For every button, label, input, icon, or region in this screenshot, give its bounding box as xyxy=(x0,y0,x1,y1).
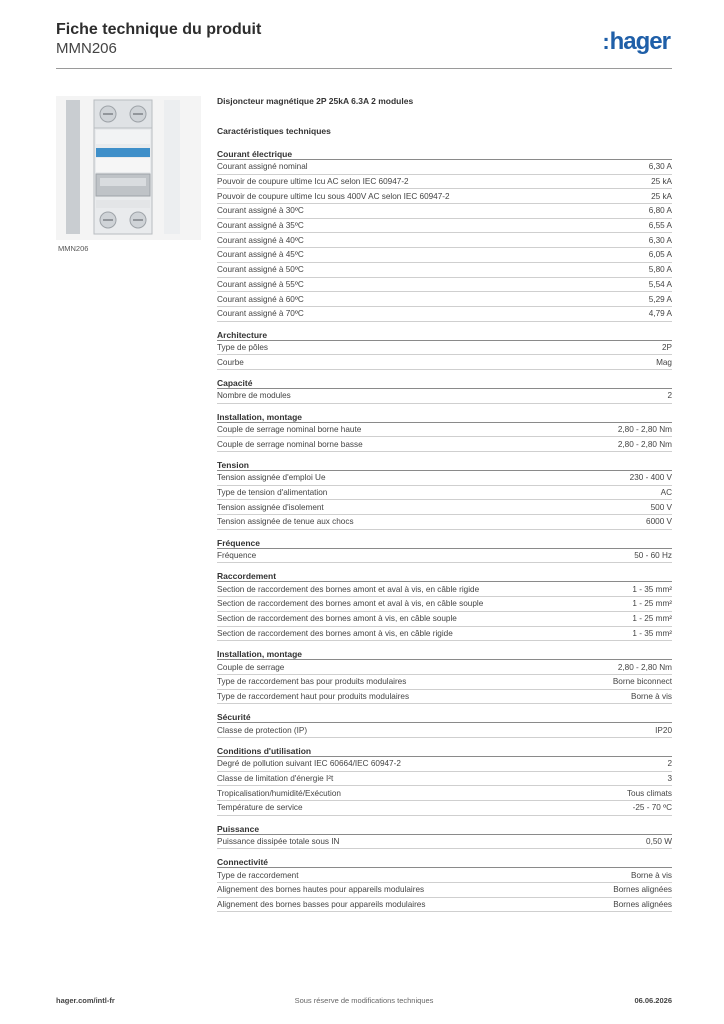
spec-section xyxy=(217,330,672,370)
spec-label: Type de pôles xyxy=(217,342,268,352)
spec-label: Courant assigné à 40ºC xyxy=(217,235,304,245)
spec-section xyxy=(217,712,672,738)
spec-label: Fréquence xyxy=(217,551,257,561)
spec-value: 230 - 400 V xyxy=(629,473,672,483)
spec-label: Section de raccordement des bornes amont et aval à vis, en câble rigide xyxy=(217,584,480,594)
spec-row xyxy=(217,263,672,278)
spec-row xyxy=(217,597,672,612)
spec-row xyxy=(217,801,672,816)
spec-value: 2,80 - 2,80 Nm xyxy=(617,439,672,449)
spec-row xyxy=(217,868,672,883)
technical-specifications xyxy=(217,94,672,912)
spec-label: Type de raccordement bas pour produits modulaires xyxy=(217,677,407,687)
spec-section xyxy=(217,857,672,912)
spec-value: Bornes alignées xyxy=(613,885,672,895)
spec-value: 6,30 A xyxy=(648,235,672,245)
spec-value: 6000 V xyxy=(646,517,672,527)
spec-label: Section de raccordement des bornes amont et aval à vis, en câble souple xyxy=(217,599,484,609)
spec-value: 50 - 60 Hz xyxy=(634,551,672,561)
spec-label: Section de raccordement des bornes amont à vis, en câble souple xyxy=(217,614,457,624)
spec-section xyxy=(217,649,672,704)
spec-row xyxy=(217,355,672,370)
product-image xyxy=(56,96,201,240)
spec-row xyxy=(217,723,672,738)
spec-label: Tension assignée d'emploi Ue xyxy=(217,473,326,483)
spec-row xyxy=(217,786,672,801)
spec-label: Courant assigné à 45ºC xyxy=(217,250,304,260)
spec-row xyxy=(217,292,672,307)
hager-logo xyxy=(602,28,670,56)
spec-label: Degré de pollution suivant IEC 60664/IEC 60947-2 xyxy=(217,759,401,769)
spec-value: AC xyxy=(660,488,672,498)
spec-value: IP20 xyxy=(655,725,672,735)
logo-text: hager xyxy=(609,28,670,55)
spec-label: Alignement des bornes basses pour appareils modulaires xyxy=(217,900,426,910)
section-title: Courant électrique xyxy=(217,149,672,160)
spec-value: 0,50 W xyxy=(646,837,672,847)
spec-value: 6,05 A xyxy=(648,250,672,260)
spec-value: Tous climats xyxy=(626,788,672,798)
spec-row xyxy=(217,675,672,690)
section-title: Architecture xyxy=(217,330,672,341)
spec-value: 25 kA xyxy=(651,191,672,201)
spec-section xyxy=(217,746,672,816)
header-divider xyxy=(56,68,672,69)
spec-row xyxy=(217,612,672,627)
spec-value: 1 - 35 mm² xyxy=(632,584,672,594)
spec-row xyxy=(217,757,672,772)
spec-section xyxy=(217,412,672,452)
spec-value: 2 xyxy=(667,391,672,401)
spec-row xyxy=(217,341,672,356)
spec-label: Type de raccordement haut pour produits modulaires xyxy=(217,691,410,701)
spec-label: Couple de serrage nominal borne basse xyxy=(217,439,363,449)
spec-value: 3 xyxy=(667,773,672,783)
section-title: Puissance xyxy=(217,824,672,835)
section-title: Raccordement xyxy=(217,571,672,582)
spec-value: 2,80 - 2,80 Nm xyxy=(617,662,672,672)
spec-row xyxy=(217,690,672,705)
spec-label: Température de service xyxy=(217,803,303,813)
spec-label: Type de tension d'alimentation xyxy=(217,488,328,498)
spec-value: Borne à vis xyxy=(631,870,672,880)
spec-row xyxy=(217,835,672,850)
section-title: Installation, montage xyxy=(217,649,672,660)
spec-section xyxy=(217,149,672,322)
circuit-breaker-illustration xyxy=(56,96,201,240)
spec-label: Tension assignée d'isolement xyxy=(217,502,324,512)
spec-row xyxy=(217,233,672,248)
spec-value: 1 - 25 mm² xyxy=(632,599,672,609)
spec-row xyxy=(217,160,672,175)
spec-label: Nombre de modules xyxy=(217,391,291,401)
spec-value: 2 xyxy=(667,759,672,769)
product-reference: MMN206 xyxy=(56,40,117,57)
spec-row xyxy=(217,471,672,486)
footer-website: hager.com/intl-fr xyxy=(56,996,115,1005)
spec-section xyxy=(217,571,672,641)
spec-label: Classe de protection (IP) xyxy=(217,725,308,735)
section-title: Capacité xyxy=(217,378,672,389)
spec-row xyxy=(217,175,672,190)
page-footer xyxy=(56,996,672,1008)
spec-row xyxy=(217,248,672,263)
section-title: Connectivité xyxy=(217,857,672,868)
spec-label: Courant assigné à 60ºC xyxy=(217,294,304,304)
footer-notice: Sous réserve de modifications techniques xyxy=(294,996,434,1005)
spec-value: 5,29 A xyxy=(648,294,672,304)
spec-label: Tension assignée de tenue aux chocs xyxy=(217,517,354,527)
spec-label: Courant assigné à 70ºC xyxy=(217,309,304,319)
spec-value: 500 V xyxy=(650,502,672,512)
spec-label: Couple de serrage nominal borne haute xyxy=(217,424,362,434)
spec-row xyxy=(217,515,672,530)
spec-row xyxy=(217,660,672,675)
spec-row xyxy=(217,486,672,501)
spec-row xyxy=(217,307,672,322)
spec-value: 6,55 A xyxy=(648,221,672,231)
spec-value: 6,30 A xyxy=(648,162,672,172)
spec-row xyxy=(217,500,672,515)
section-title: Fréquence xyxy=(217,538,672,549)
spec-section xyxy=(217,824,672,850)
spec-value: 1 - 35 mm² xyxy=(632,628,672,638)
spec-section xyxy=(217,460,672,530)
spec-value: 2,80 - 2,80 Nm xyxy=(617,424,672,434)
product-image-caption: MMN206 xyxy=(58,244,89,253)
logo-prefix: : xyxy=(602,29,609,54)
document-title: Fiche technique du produit xyxy=(56,21,262,38)
spec-section xyxy=(217,378,672,404)
spec-row xyxy=(217,883,672,898)
spec-label: Courant assigné à 55ºC xyxy=(217,279,304,289)
spec-value: 25 kA xyxy=(651,177,672,187)
spec-row xyxy=(217,423,672,438)
section-title: Tension xyxy=(217,460,672,471)
spec-row xyxy=(217,549,672,564)
spec-value: Borne à vis xyxy=(631,691,672,701)
spec-label: Courant assigné à 30ºC xyxy=(217,206,304,216)
spec-label: Section de raccordement des bornes amont à vis, en câble rigide xyxy=(217,628,453,638)
spec-value: Bornes alignées xyxy=(613,900,672,910)
spec-row xyxy=(217,189,672,204)
footer-date: 06.06.2026 xyxy=(634,996,672,1005)
page-header xyxy=(56,20,676,70)
spec-row xyxy=(217,204,672,219)
section-title: Installation, montage xyxy=(217,412,672,423)
spec-label: Puissance dissipée totale sous IN xyxy=(217,837,340,847)
spec-label: Courant assigné à 50ºC xyxy=(217,265,304,275)
spec-row xyxy=(217,627,672,642)
spec-section xyxy=(217,538,672,564)
spec-value: 5,54 A xyxy=(648,279,672,289)
spec-label: Alignement des bornes hautes pour appareils modulaires xyxy=(217,885,425,895)
spec-row xyxy=(217,898,672,913)
spec-label: Pouvoir de coupure ultime Icu AC selon IEC 60947-2 xyxy=(217,177,409,187)
spec-row xyxy=(217,582,672,597)
spec-row xyxy=(217,437,672,452)
spec-value: -25 - 70 ºC xyxy=(632,803,672,813)
spec-value: Mag xyxy=(656,357,672,367)
spec-label: Courant assigné à 35ºC xyxy=(217,221,304,231)
spec-label: Pouvoir de coupure ultime Icu sous 400V AC selon IEC 60947-2 xyxy=(217,191,450,201)
spec-value: Borne biconnect xyxy=(612,677,672,687)
spec-label: Tropicalisation/humidité/Exécution xyxy=(217,788,341,798)
spec-row xyxy=(217,219,672,234)
spec-row xyxy=(217,772,672,787)
spec-row xyxy=(217,278,672,293)
spec-label: Courant assigné nominal xyxy=(217,162,308,172)
section-title: Conditions d'utilisation xyxy=(217,746,672,757)
spec-row xyxy=(217,389,672,404)
spec-value: 2P xyxy=(661,342,672,352)
spec-value: 5,80 A xyxy=(648,265,672,275)
spec-label: Classe de limitation d'énergie I²t xyxy=(217,773,334,783)
product-description: Disjoncteur magnétique 2P 25kA 6.3A 2 modules xyxy=(217,96,414,106)
spec-label: Couple de serrage xyxy=(217,662,285,672)
specs-title: Caractéristiques techniques xyxy=(217,126,331,136)
spec-value: 1 - 25 mm² xyxy=(632,614,672,624)
spec-value: 6,80 A xyxy=(648,206,672,216)
spec-sections xyxy=(217,149,672,912)
section-title: Sécurité xyxy=(217,712,672,723)
spec-label: Type de raccordement xyxy=(217,870,299,880)
spec-value: 4,79 A xyxy=(648,309,672,319)
spec-label: Courbe xyxy=(217,357,244,367)
